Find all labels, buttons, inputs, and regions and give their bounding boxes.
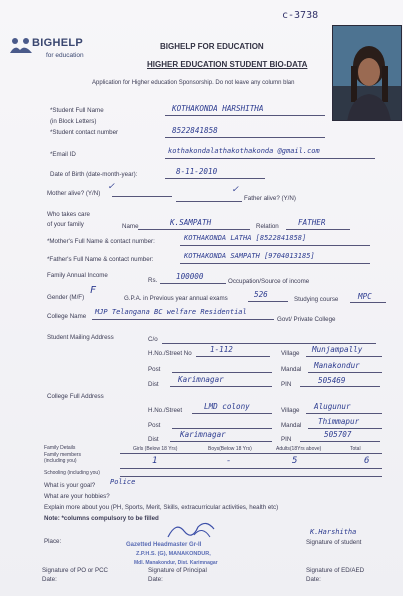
village-line [306, 356, 382, 357]
hobbies-label: What are your hobbies? [44, 493, 110, 500]
principal-date-label: Date: [148, 576, 163, 583]
dist-label: Dist [148, 381, 159, 388]
post-line [172, 372, 272, 373]
govt-private-label: Govt/ Private College [277, 316, 336, 323]
logo-name: BIGHELP [32, 37, 83, 49]
father-name-label: *Father's Full Name & contact number: [47, 256, 154, 263]
schooling-label: Schooling (including you) [44, 470, 100, 476]
college-mandal-value: Thimmapur [318, 417, 360, 426]
email-line [165, 158, 375, 159]
boys-value: - [226, 456, 232, 466]
father-name-value: KOTHAKONDA SAMPATH [9704013185] [184, 252, 315, 260]
mother-name-label: *Mother's Full Name & contact number: [47, 238, 155, 245]
girls-value: 1 [152, 456, 158, 466]
college-dist-label: Dist [148, 436, 159, 443]
total-header: Total [350, 446, 361, 452]
block-letters-label: (in Block Letters) [50, 118, 97, 125]
email-value: kothakondalathakothakonda @gmail.com [168, 147, 320, 155]
college-hno-street-label: H.No./Street [148, 407, 183, 414]
org-heading: BIGHELP FOR EDUCATION [160, 42, 264, 51]
father-alive-value: ✓ [232, 184, 239, 195]
dob-value: 8-11-2010 [176, 167, 218, 176]
mother-alive-line [112, 196, 172, 197]
village-value: Munjampally [312, 345, 363, 354]
who-takes-care-label: Who takes care [47, 211, 90, 218]
dist-value: Karimnagar [178, 375, 224, 384]
village-label: Village [281, 350, 300, 357]
college-street-line [192, 413, 272, 414]
pin-value: 505469 [318, 376, 346, 385]
dist-line [170, 386, 272, 387]
college-post-line [172, 428, 272, 429]
relation-label: Relation [256, 223, 279, 230]
adults-header: Adults(18Yrs above) [276, 446, 322, 452]
full-name-value: KOTHAKONDA HARSHITHA [172, 104, 264, 113]
caretaker-name-line [138, 229, 250, 230]
dob-line [165, 178, 265, 179]
place-label: Place: [44, 538, 62, 545]
family-table-header-line [120, 453, 382, 454]
pin-label: PIN [281, 381, 292, 388]
caretaker-name-value: K.SAMPATH [170, 218, 212, 227]
total-value: 6 [364, 456, 370, 466]
college-village-line [306, 413, 382, 414]
father-alive-line [176, 201, 242, 202]
income-line [160, 283, 226, 284]
street-value: 1-112 [210, 345, 233, 354]
contact-label: *Student contact number [50, 129, 119, 136]
full-name-label: *Student Full Name [50, 107, 104, 114]
family-members-label: Family members (including you) [44, 452, 81, 464]
mother-alive-label: Mother alive? (Y/N) [47, 190, 101, 197]
hno-street-label: H.No./Street No [148, 350, 192, 357]
mandal-label: Mandal [281, 366, 302, 373]
caretaker-name-label: Name [122, 223, 139, 230]
note-label: Note: *columns compulsory to be filled [44, 515, 159, 522]
college-post-label: Post [148, 422, 161, 429]
mother-name-line [180, 245, 370, 246]
post-label: Post [148, 366, 161, 373]
father-name-line [180, 263, 370, 264]
student-signature-label: Signature of student [306, 539, 362, 546]
college-name-value: MJP Telangana BC welfare Residential [95, 308, 247, 316]
pin-line [300, 386, 380, 387]
gpa-line [248, 301, 288, 302]
mailing-address-label: Student Mailing Address [47, 334, 114, 341]
co-line [162, 343, 376, 344]
college-mandal-label: Mandal [281, 422, 302, 429]
email-label: *Email ID [50, 151, 76, 158]
contact-line [165, 137, 325, 138]
studying-course-label: Studying course [294, 296, 339, 303]
mother-alive-value: ✓ [108, 181, 115, 192]
po-signature-label: Signature of PO or PCC [42, 567, 109, 574]
goal-value: Police [110, 478, 136, 486]
student-signature-value: K.Harshitha [310, 528, 357, 536]
family-row-line-1 [120, 468, 382, 469]
full-name-line [165, 115, 325, 116]
form-title: HIGHER EDUCATION STUDENT BIO-DATA [147, 60, 308, 69]
father-alive-label: Father alive? (Y/N) [244, 195, 296, 202]
income-value: 100000 [176, 272, 204, 281]
contact-value: 8522841858 [172, 126, 218, 135]
logo-icon [8, 36, 34, 54]
gpa-label: G.P.A. in Previous year annual exams [124, 295, 228, 302]
college-street-value: LMD colony [204, 402, 250, 411]
college-pin-line [300, 441, 380, 442]
family-details-label: Family Details [44, 445, 76, 451]
mother-name-value: KOTHAKONDA LATHA [8522841858] [184, 234, 307, 242]
boys-header: Boys(Below 18 Yrs) [208, 446, 252, 452]
po-date-label: Date: [42, 576, 57, 583]
gender-label: Gender (M/F) [47, 294, 85, 301]
course-line [350, 302, 386, 303]
college-name-line [92, 319, 274, 320]
family-income-label: Family Annual Income [47, 272, 108, 279]
family-row-line-2 [120, 476, 382, 477]
gender-value: F [90, 285, 97, 296]
college-dist-value: Karimnagar [180, 430, 226, 439]
stamp-line-3: Mdl. Manakondur, Dist. Karimnagar [134, 560, 218, 566]
girls-header: Girls (Below 18 Yrs) [133, 446, 178, 452]
adults-value: 5 [292, 456, 298, 466]
college-pin-value: 505707 [324, 430, 352, 439]
college-village-value: Alugunur [314, 402, 351, 411]
mandal-line [308, 372, 382, 373]
form-instruction: Application for Higher education Sponsorship. Do not leave any column blan [92, 80, 295, 86]
student-photo [332, 25, 402, 121]
relation-value: FATHER [298, 218, 326, 227]
reference-number: c-3738 [282, 10, 319, 21]
occupation-label: Occupation/Source of income [228, 278, 310, 285]
co-label: C/o [148, 336, 158, 343]
logo-subtitle: for education [46, 52, 84, 59]
mandal-value: Manakondur [314, 361, 360, 370]
explain-label: Explain more about you (PH, Sports, Merit, Skills, extracurricular activities, health etc) [44, 504, 279, 511]
relation-line [286, 229, 350, 230]
rs-label: Rs. [148, 277, 158, 284]
college-pin-label: PIN [281, 436, 292, 443]
ed-signature-label: Signature of ED/AED [306, 567, 365, 574]
gpa-value: 526 [254, 290, 268, 299]
dob-label: Date of Birth (date-month-year): [50, 171, 138, 178]
college-name-label: College Name [47, 313, 87, 320]
stamp-line-2: Z.P.H.S. (G), MANAKONDUR, [136, 551, 211, 557]
principal-signature-icon [164, 517, 224, 541]
principal-signature-label: Signature of Principal [148, 567, 207, 574]
course-value: MPC [358, 292, 372, 301]
college-address-label: College Full Address [47, 393, 104, 400]
of-your-family-label: of your family [47, 221, 84, 228]
college-dist-line [170, 441, 272, 442]
ed-date-label: Date: [306, 576, 321, 583]
college-mandal-line [308, 428, 382, 429]
stamp-line-1: Gazetted Headmaster Gr-II [126, 542, 202, 548]
goal-label: What is your goal? [44, 482, 96, 489]
college-village-label: Village [281, 407, 300, 414]
street-line [196, 356, 270, 357]
